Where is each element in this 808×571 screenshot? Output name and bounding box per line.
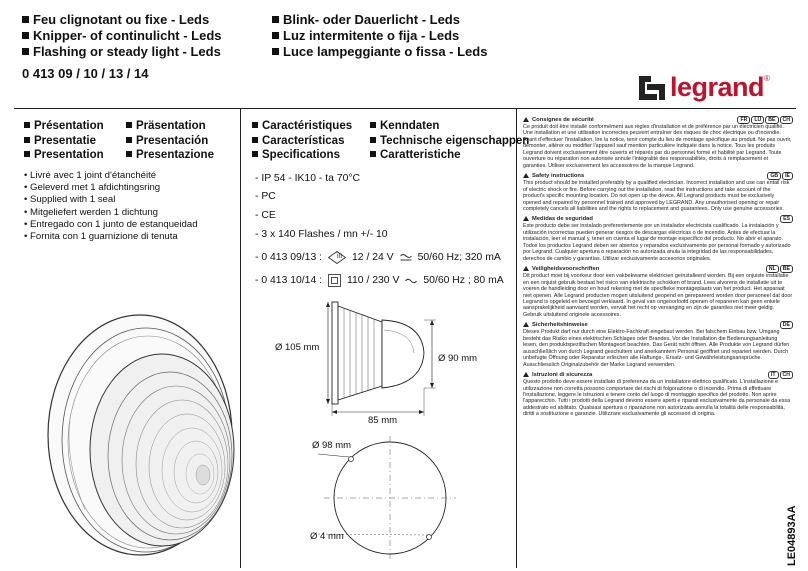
safety-block-it: Istruzioni di sicurezza IT CH Questo prodotto deve essere installato di preferenza da un installatore elettrico qualificato. L'installazione e utilizzazione non corretta possono comportare dei rischi di folgorazione o di incendio. Prima di effettuare l'installazione, leggere le istruzioni e tenere conto del luogo di montaggio specifico del prodotto. Non aprire l'apparecchio. Tutti i prodotti della Legrand devono essere aperti e riparati esclusivamente da personale da essa addestrato ed abilitato. Qualsiasi apertura o riparazione non autorizzata annulla la totalità delle responsabilità, diritti a sostituzione e garanzie. Utilizzare esclusivamente gli accessori di origina.	[523, 371, 793, 418]
legrand-logo	[638, 72, 770, 103]
list-item: • Supplied with 1 seal	[24, 194, 116, 206]
spec-ref1: - 0 413 09/13 : III 12 / 24 V 50/60 Hz; 320 mA	[255, 252, 501, 263]
title-it: Luce lampeggiante o fissa - Leds	[272, 44, 487, 60]
safety-block-es: Medidas de seguridad ES Este producto debe ser instalado preferentemente por un instalador electricista cualificado. La instalación y utilización incorrectas pueden generar riesgos de descargas eléctricas o de incendio. Antes de efectuar la instalación, leer el manual y, tener en cuenta el lugar de montaje específico del producto. No abrir el aparato. Todos los productos Legrand deben ser abiertos y reparados exclusivamente por personal formado y autorizado por Legrand. Cualquier apertura o reparación no autorizada anula la integridad de las responsabilidades, derechos de cambio y garantías. Utilizar exclusivamente accesorios originales.	[523, 215, 793, 262]
ac-icon	[405, 277, 417, 285]
dimension-4: Ø 4 mm	[310, 531, 344, 542]
class-iii-label: III	[337, 254, 343, 260]
title-en: Flashing or steady light - Leds	[22, 44, 222, 60]
title-nl: Knipper- of continulicht - Leds	[22, 28, 222, 44]
list-item: • Entregado con 1 junto de estanqueidad	[24, 218, 198, 230]
spec-flashes: - 3 x 140 Flashes / mn +/- 10	[255, 229, 388, 240]
characteristics-heads-right: Kenndaten Technische eigenschappen Caratteristiche	[370, 119, 529, 163]
legrand-logo-icon	[638, 75, 666, 101]
brand-registered: ®	[764, 74, 770, 83]
title-block-right	[272, 12, 487, 60]
safety-block-en: Safety instructions GB IE This product should be installed preferably by a qualified electrician. Incorrect installation and use can entail risk of electric shock or fire. Before carrying out the installation, read the instructions and take account of the product's specific mounting location. Do not open up the device. All Legrand products must be exclusively opened and repaired by personnel trained and approved by LEGRAND. Any unauthorised opening or repair completely cancels all liabilities and the rights to replacement and guarantees. Only use genuine accessories.	[523, 172, 793, 212]
column-divider-2	[516, 108, 517, 568]
document-code: LE04893AA	[786, 505, 798, 566]
safety-instructions	[523, 113, 793, 418]
dimension-98: Ø 98 mm	[312, 440, 352, 451]
lamp-illustration	[30, 300, 240, 565]
presentation-list	[24, 170, 198, 243]
dimension-85: 85 mm	[368, 415, 398, 426]
list-item: • Livré avec 1 joint d'étanchéité	[24, 170, 157, 181]
spec-protection: - IP 54 - IK10 - ta 70°C	[255, 173, 361, 184]
title-es: Luz intermitente o fija - Leds	[272, 28, 487, 44]
list-item: • Geleverd met 1 afdichtingsring	[24, 182, 161, 194]
ac-dc-icon	[400, 253, 412, 263]
spec-material: - PC	[255, 191, 276, 202]
spec-ce: - CE	[255, 210, 276, 221]
list-item: • Mitgeliefert werden 1 dichtung	[24, 206, 159, 218]
presentation-heads-left: Présentation Presentatie Presentation	[24, 119, 104, 163]
class-ii-icon	[328, 274, 341, 287]
title-fr: Feu clignotant ou fixe - Leds	[22, 12, 222, 28]
characteristics-heads-left: Caractéristiques Características Specifications	[252, 119, 352, 163]
title-block-left	[22, 12, 222, 82]
spec-ref2: - 0 413 10/14 : 110 / 230 V 50/60 Hz ; 80 mA	[255, 275, 504, 286]
presentation-heads-right: Präsentation Presentación Presentazione	[126, 119, 214, 163]
dimension-105: Ø 105 mm	[275, 342, 320, 353]
safety-block-de: Sicherheitshinweise DE Dieses Produkt darf nur durch eine Elektro-Fachkraft eingebaut werden. Bei falschem Einbau bzw. Umgang besteht das Risiko eines elektrischen Schlages oder Brandes. Vor der Installation die Bedienungsanleitung lesen, den produktspezifischen Montageort beachten. Das Gerät nicht öffnen. Alle Produkte von Legrand dürfen ausschließlich von durch Legrand geschultem und anerkanntem Personal geöffnet und repariert werden. Durch unbefugte Öffnung oder Reparatur erlischen alle Haftungs-, Ersatz- und Gewährleistungsansprüche. Ausschliesslich Originalzubehör der Marke Legrand verwenden.	[523, 321, 793, 368]
dimension-90: Ø 90 mm	[438, 353, 478, 364]
header-divider	[14, 108, 796, 109]
brand-name: legrand	[670, 72, 765, 102]
references: 0 413 09 / 10 / 13 / 14	[22, 66, 149, 81]
column-divider-1	[240, 108, 241, 568]
drilling-template-drawing	[304, 436, 464, 568]
safety-block-nl: Veiligheidsvoorschriften NL BE Dit product moet bij voorkeur door een vakbekwame elektricien geïnstalleerd worden. Bij een onjuiste installatie en een onjuist gebruik bestaat het risico van elektrische schokken of brand. Lees alvorens de installatie uit te voeren de handleiding door en houd rekening met de specifieke montageplaats van het product. Het apparaat niet openen. Alle Legrand producten mogen uitsluitend geopend en gerepareerd worden door personeel dat door Legrand is opgeleid en bevoegd verklaard. In geval van ongeoorloofd openen of repareren kan geen enkele aansprakelijkheid aanvaard worden, vervalt het recht op vervanging en zijn de garanties niet meer geldig. Gebruik uitsluitend originele accessoires.	[523, 265, 793, 318]
title-de: Blink- oder Dauerlicht - Leds	[272, 12, 487, 28]
list-item: • Fornita con 1 guarnizione di tenuta	[24, 231, 178, 243]
safety-block-fr: Consignes de sécurité FR LU BE CH Ce produit doit être installé conformément aux règles d'installation et de préférence par un électricien qualifié. Une installation et une utilisation incorrectes peuvent entraîner des risques de choc électrique ou d'incendie. Avant d'effectuer l'installation, lire la notice, tenir compte du lieu de montage spécifique au produit. Ne pas ouvrir, démonter, altérer ou modifier l'appareil sauf mention particulière indiquée dans la notice. Tous les produits Legrand doivent exclusivement être ouverts et réparés par du personnel formé et habilité par Legrand. Toute ouverture ou réparation non autorisée annule l'intégralité des responsabilités, droits à remplacement et garanties. Utiliser exclusivement les accessoires de la marque Legrand.	[523, 116, 792, 169]
